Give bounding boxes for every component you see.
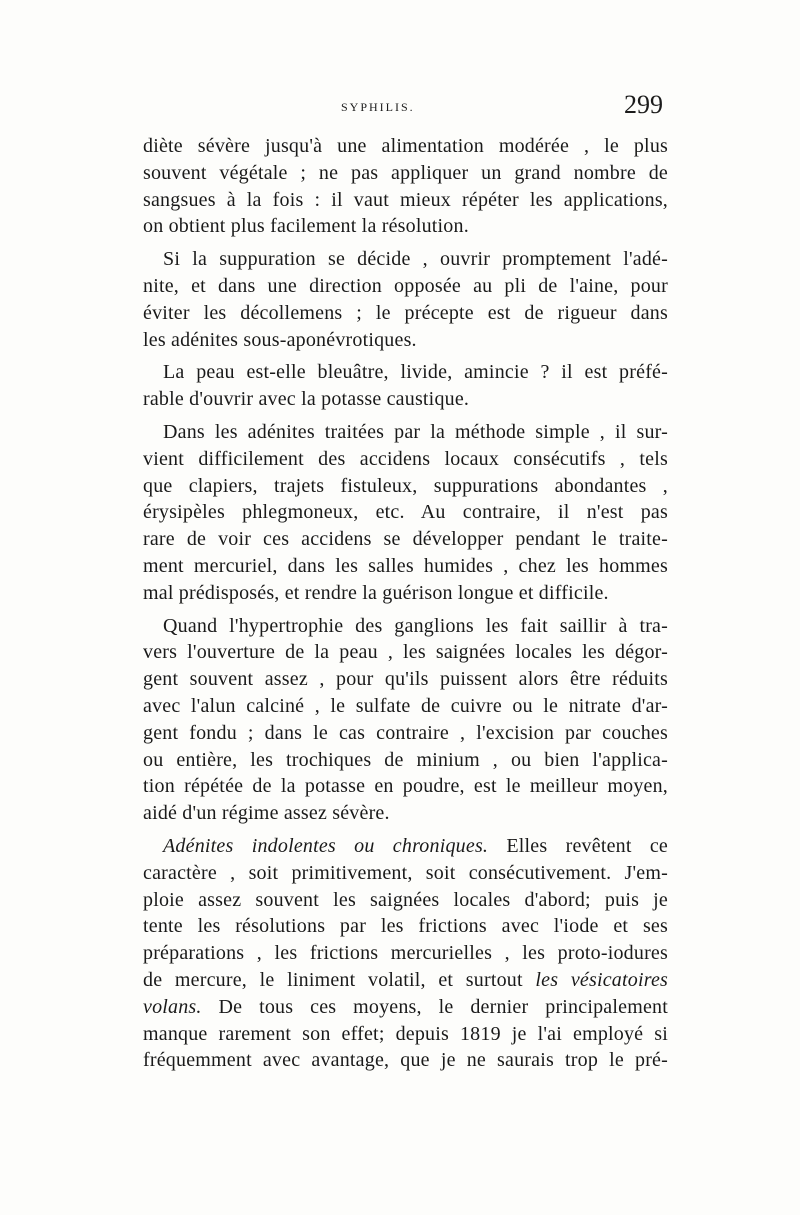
paragraph <box>143 613 668 827</box>
text-line: vient difficilement des accidens locaux consécutifs , tels <box>143 447 668 470</box>
text-line: ploie assez souvent les saignées locales d'abord; puis je <box>143 888 668 911</box>
text-line: gent souvent assez , pour qu'ils puissent alors être réduits <box>143 668 668 691</box>
page-number: 299 <box>624 90 663 119</box>
text-line: éviter les décollemens ; le précepte est de rigueur dans <box>143 301 668 324</box>
text-line: vers l'ouverture de la peau , les saignées locales les dégor- <box>143 641 668 664</box>
text-line: Quand l'hypertrophie des ganglions les fait saillir à tra- <box>163 614 668 637</box>
page-header <box>143 82 663 122</box>
text-line: préparations , les frictions mercurielles , les proto-iodures <box>143 942 668 965</box>
paragraph <box>143 359 668 413</box>
body-text <box>143 133 668 1080</box>
text-line: rare de voir ces accidens se développer pendant le traite- <box>143 528 668 551</box>
text-line: tente les résolutions par les frictions avec l'iode et ses <box>143 915 668 938</box>
text-line: caractère , soit primitivement, soit consécutivement. J'em- <box>143 861 668 884</box>
paragraph <box>143 133 668 240</box>
italic-term: les vésicatoires <box>535 968 669 991</box>
section-heading-italic: Adénites indolentes ou chroniques. <box>163 834 489 857</box>
text-line: manque rarement son effet; depuis 1819 je l'ai employé si <box>143 1022 668 1045</box>
italic-term: volans. <box>143 995 202 1018</box>
paragraph <box>143 246 668 353</box>
text-line: fréquemment avec avantage, que je ne saurais trop le pré- <box>143 1049 668 1072</box>
text-line <box>143 967 668 994</box>
text-line: rable d'ouvrir avec la potasse caustique. <box>143 388 470 411</box>
paragraph <box>143 833 668 1074</box>
text-line: érysipèles phlegmoneux, etc. Au contraire, il n'est pas <box>143 501 668 524</box>
text-line <box>143 994 668 1021</box>
text-line: Si la suppuration se décide , ouvrir promptement l'adé- <box>163 248 668 271</box>
text-line <box>143 833 668 860</box>
text-line: avec l'alun calciné , le sulfate de cuivre ou le nitrate d'ar- <box>143 694 668 717</box>
text-line: on obtient plus facilement la résolution. <box>143 215 469 238</box>
text-line: Dans les adénites traitées par la méthode simple , il sur- <box>163 420 668 443</box>
paragraph <box>143 419 668 607</box>
text-line: ou entière, les trochiques de minium , ou bien l'applica- <box>143 748 668 771</box>
text-line: que clapiers, trajets fistuleux, suppurations abondantes , <box>143 474 668 497</box>
running-head: SYPHILIS. <box>341 100 415 114</box>
text-line: aidé d'un régime assez sévère. <box>143 802 390 825</box>
text-line: diète sévère jusqu'à une alimentation modérée , le plus <box>143 135 668 157</box>
text-fragment: de mercure, le liniment volatil, et surtout <box>143 968 536 991</box>
text-line: nite, et dans une direction opposée au pli de l'aine, pour <box>143 274 668 297</box>
text-line: souvent végétale ; ne pas appliquer un grand nombre de <box>143 161 668 184</box>
text-line: ment mercuriel, dans les salles humides , chez les hommes <box>143 554 668 577</box>
text-line: tion répétée de la potasse en poudre, est le meilleur moyen, <box>143 775 668 798</box>
text-line: sangsues à la fois : il vaut mieux répéter les applications, <box>143 188 668 211</box>
text-line: mal prédisposés, et rendre la guérison longue et difficile. <box>143 581 609 604</box>
text-fragment: Elles revêtent ce <box>488 834 669 857</box>
text-line: gent fondu ; dans le cas contraire , l'excision par couches <box>143 721 668 744</box>
text-line: La peau est-elle bleuâtre, livide, amincie ? il est préfé- <box>163 361 668 384</box>
text-fragment: De tous ces moyens, le dernier principalement <box>201 995 668 1018</box>
text-line: les adénites sous-aponévrotiques. <box>143 328 417 351</box>
